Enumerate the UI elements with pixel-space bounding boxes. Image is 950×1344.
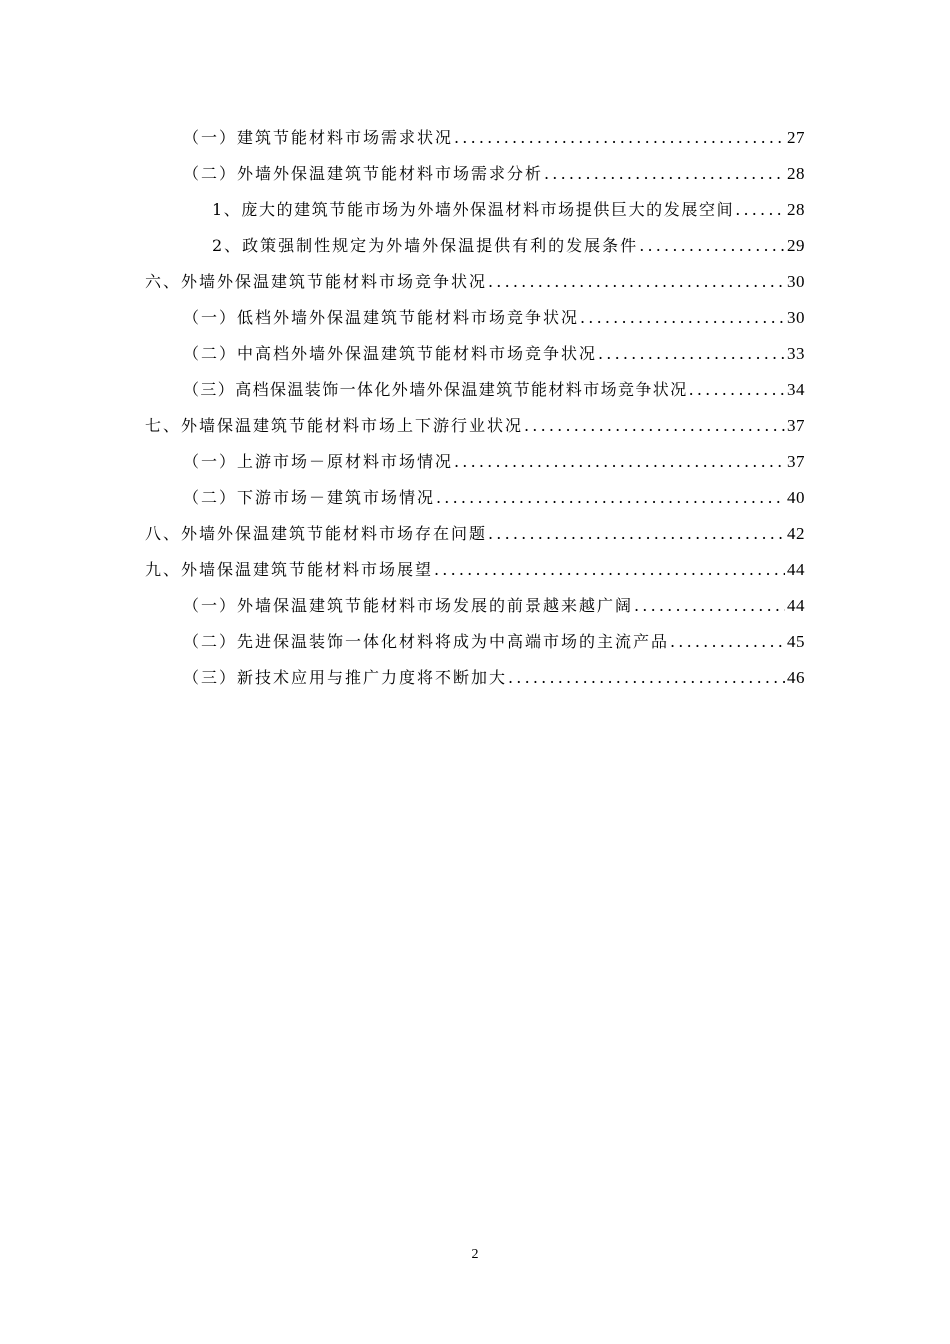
toc-entry-page: 37 <box>787 416 805 435</box>
toc-leader-dots <box>454 450 785 474</box>
toc-entry-title: 七、外墙保温建筑节能材料市场上下游行业状况 <box>145 416 524 435</box>
toc-entry-title: （二）外墙外保温建筑节能材料市场需求分析 <box>183 164 544 183</box>
toc-entry-title: 2、政策强制性规定为外墙外保温提供有利的发展条件 <box>212 236 639 255</box>
toc-entry[interactable] <box>183 594 805 618</box>
toc-entry[interactable] <box>183 306 805 330</box>
toc-entry[interactable] <box>212 198 805 222</box>
toc-leader-dots <box>670 630 785 654</box>
toc-entry[interactable] <box>145 414 805 438</box>
toc-entry[interactable] <box>145 270 805 294</box>
toc-entry[interactable] <box>183 342 805 366</box>
toc-leader-dots <box>434 558 785 582</box>
toc-entry-page: 40 <box>787 488 805 507</box>
toc-entry-page: 28 <box>787 200 805 219</box>
toc-entry-title: （二）中高档外墙外保温建筑节能材料市场竞争状况 <box>183 344 598 363</box>
toc-leader-dots <box>735 198 785 222</box>
toc-entry-page: 34 <box>787 380 805 399</box>
toc-entry[interactable] <box>212 234 805 258</box>
toc-leader-dots <box>488 270 785 294</box>
toc-entry-title: （三）高档保温装饰一体化外墙外保温建筑节能材料市场竞争状况 <box>183 380 688 399</box>
toc-leader-dots <box>544 162 785 186</box>
toc-leader-dots <box>639 234 785 258</box>
toc-leader-dots <box>454 126 785 150</box>
toc-entry[interactable] <box>145 522 805 546</box>
toc-leader-dots <box>436 486 785 510</box>
toc-entry-page: 27 <box>787 128 805 147</box>
toc-entry-page: 44 <box>787 596 805 615</box>
toc-leader-dots <box>634 594 785 618</box>
toc-entry-title: 八、外墙外保温建筑节能材料市场存在问题 <box>145 524 488 543</box>
toc-entry-title: （一）低档外墙外保温建筑节能材料市场竞争状况 <box>183 308 580 327</box>
toc-entry-title: 九、外墙保温建筑节能材料市场展望 <box>145 560 434 579</box>
toc-entry-title: （三）新技术应用与推广力度将不断加大 <box>183 668 508 687</box>
toc-entry-title: （一）建筑节能材料市场需求状况 <box>183 128 454 147</box>
toc-entry[interactable] <box>183 486 805 510</box>
toc-entry-page: 44 <box>787 560 805 579</box>
toc-entry[interactable] <box>183 126 805 150</box>
toc-entry[interactable] <box>183 666 805 690</box>
toc-entry-page: 29 <box>787 236 805 255</box>
toc-entry[interactable] <box>145 558 805 582</box>
toc-entry-title: 1、庞大的建筑节能市场为外墙外保温材料市场提供巨大的发展空间 <box>212 200 735 219</box>
toc-entry[interactable] <box>183 450 805 474</box>
page-number: 2 <box>471 1247 479 1262</box>
toc-leader-dots <box>580 306 785 330</box>
toc-leader-dots <box>508 666 785 690</box>
toc-leader-dots <box>689 378 785 402</box>
toc-entry[interactable] <box>183 162 805 186</box>
toc-entry-page: 42 <box>787 524 805 543</box>
toc-leader-dots <box>524 414 785 438</box>
toc-entry-title: （一）外墙保温建筑节能材料市场发展的前景越来越广阔 <box>183 596 634 615</box>
toc-entry-page: 30 <box>787 272 805 291</box>
toc-entry-page: 45 <box>787 632 805 651</box>
toc-entry-page: 46 <box>787 668 805 687</box>
toc-entry-title: （二）先进保温装饰一体化材料将成为中高端市场的主流产品 <box>183 632 670 651</box>
toc-entry-title: （二）下游市场－建筑市场情况 <box>183 488 436 507</box>
toc-entry-page: 28 <box>787 164 805 183</box>
toc-entry-page: 30 <box>787 308 805 327</box>
toc-leader-dots <box>488 522 785 546</box>
toc-entry-page: 37 <box>787 452 805 471</box>
toc-leader-dots <box>598 342 785 366</box>
toc-entry[interactable] <box>183 378 805 402</box>
toc-entry-title: 六、外墙外保温建筑节能材料市场竞争状况 <box>145 272 488 291</box>
toc-entry-page: 33 <box>787 344 805 363</box>
toc-entry-title: （一）上游市场－原材料市场情况 <box>183 452 454 471</box>
toc-entry[interactable] <box>183 630 805 654</box>
